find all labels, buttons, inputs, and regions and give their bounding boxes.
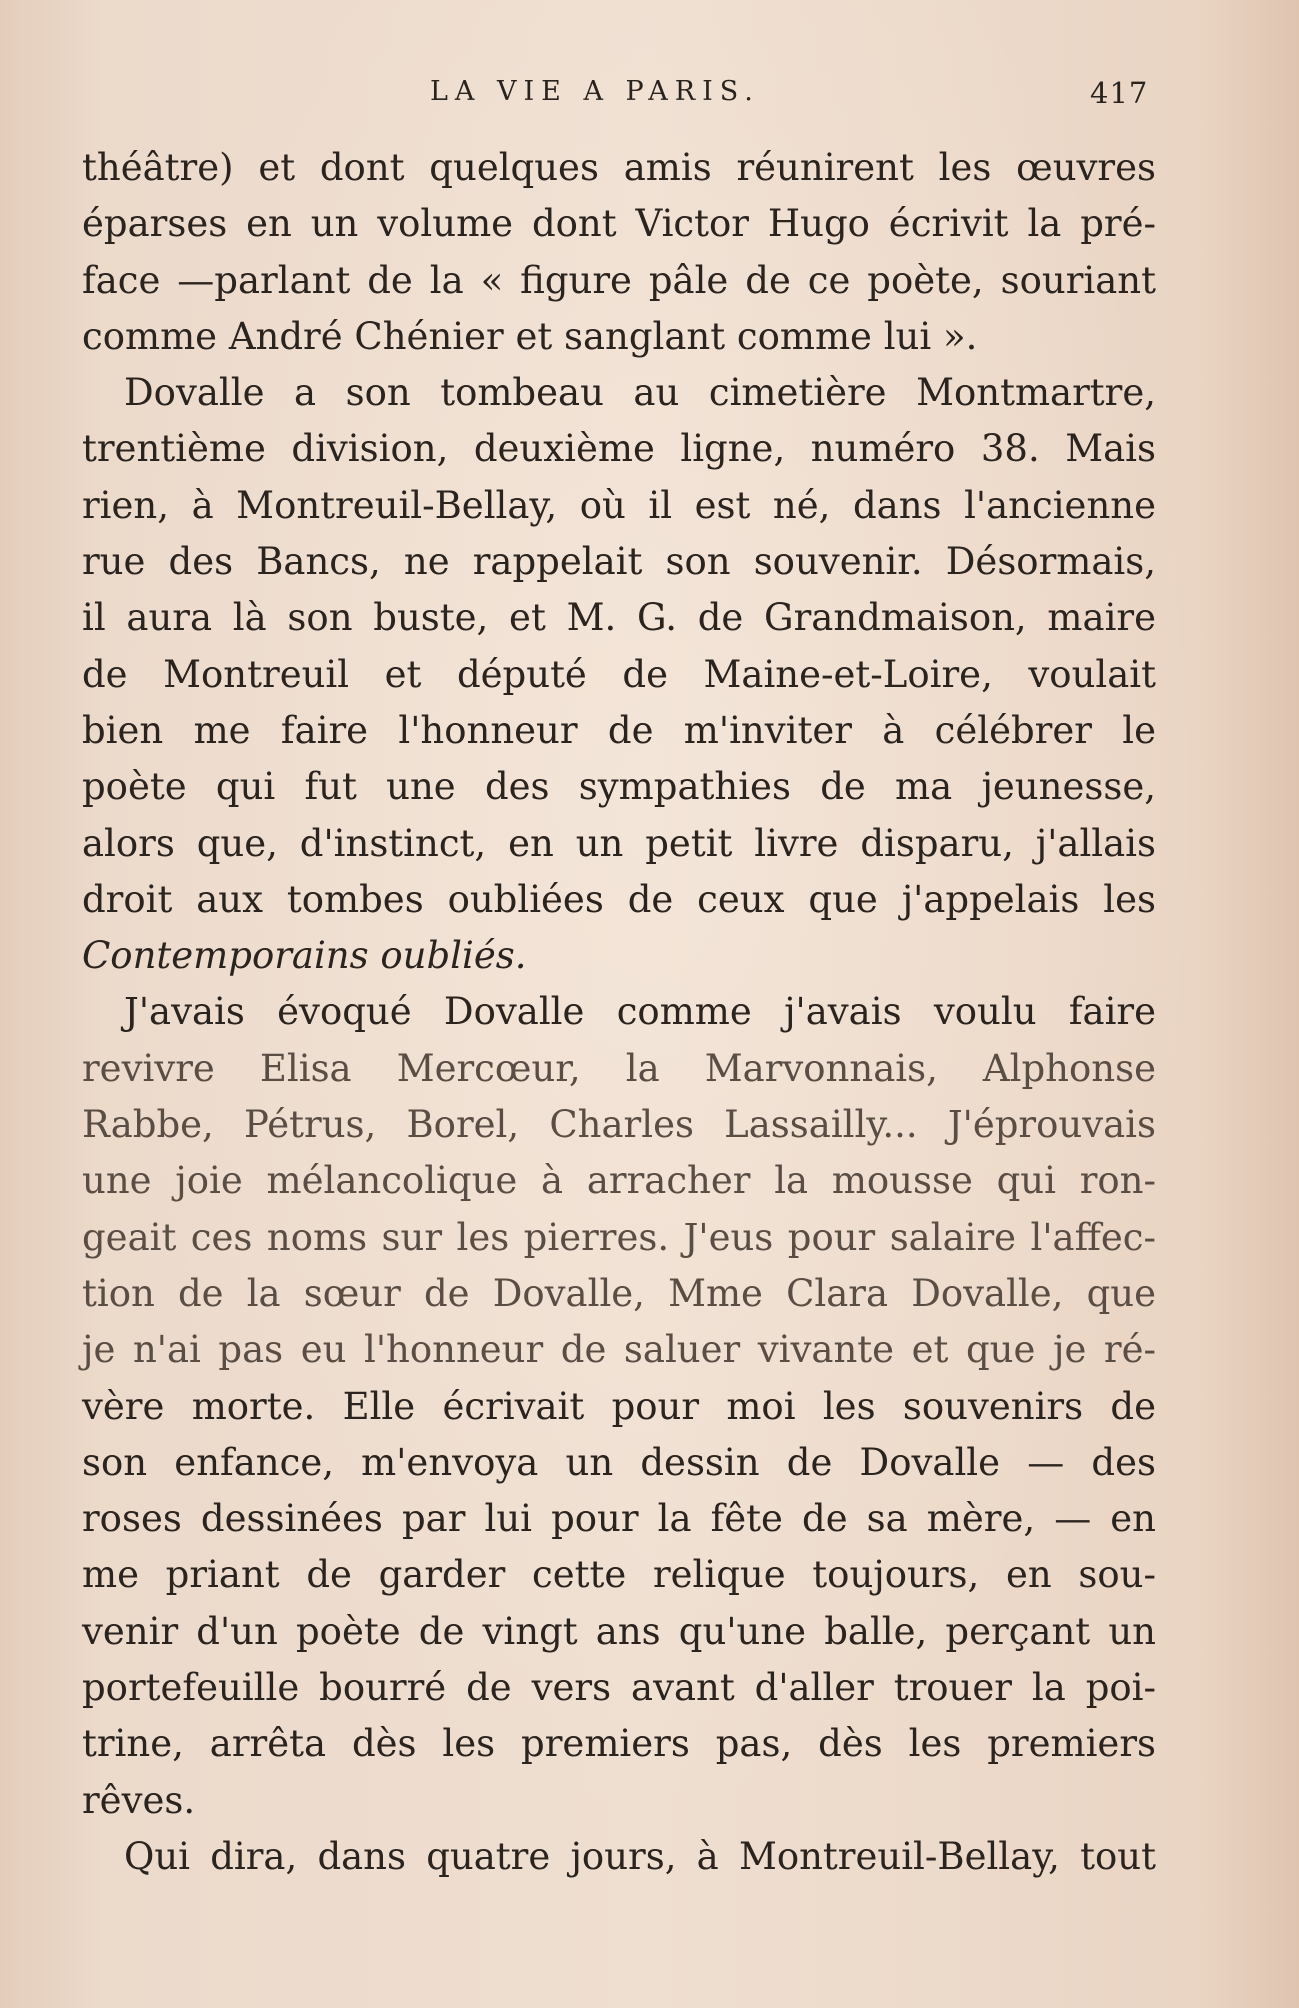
paragraph-3	[82, 984, 1156, 1828]
text-line: trentième division, deuxième ligne, numéro 38. Mais	[82, 427, 1156, 471]
text-line: alors que, d'instinct, en un petit livre disparu, j'allais	[82, 821, 1156, 865]
running-title: LA VIE A PARIS.	[430, 76, 760, 107]
body-text	[82, 140, 1156, 1885]
text-line: Qui dira, dans quatre jours, à Montreuil-Bellay, tout	[124, 1834, 1156, 1878]
text-line: théâtre) et dont quelques amis réunirent les œuvres	[82, 146, 1156, 189]
paragraph-2	[82, 365, 1156, 984]
text-line: tion de la sœur de Dovalle, Mme Clara Dovalle, que	[82, 1271, 1156, 1315]
paragraph-4	[82, 1829, 1156, 1885]
text-line: poète qui fut une des sympathies de ma jeunesse,	[82, 765, 1156, 809]
text-line: bien me faire l'honneur de m'inviter à célébrer le	[82, 708, 1156, 752]
text-line: rue des Bancs, ne rappelait son souvenir. Désormais,	[82, 540, 1156, 584]
text-line: il aura là son buste, et M. G. de Grandmaison, maire	[82, 596, 1156, 640]
running-head	[0, 72, 1299, 112]
text-line: rêves.	[82, 1778, 196, 1822]
text-line: roses dessinées par lui pour la fête de sa mère, — en	[82, 1497, 1156, 1541]
text-line: de Montreuil et député de Maine-et-Loire, voulait	[82, 652, 1156, 696]
text-line: vère morte. Elle écrivait pour moi les souvenirs de	[82, 1384, 1156, 1428]
text-line: droit aux tombes oubliées de ceux que j'appelais les	[82, 877, 1156, 921]
text-line: me priant de garder cette relique toujours, en sou-	[82, 1553, 1156, 1597]
page-number: 417	[1090, 76, 1149, 110]
text-line: comme André Chénier et sanglant comme lui ».	[82, 314, 978, 358]
text-line: portefeuille bourré de vers avant d'aller trouer la poi-	[82, 1666, 1156, 1710]
text-line: trine, arrêta dès les premiers pas, dès les premiers	[82, 1722, 1156, 1766]
text-line: une joie mélancolique à arracher la mousse qui ron-	[82, 1159, 1156, 1203]
text-line: son enfance, m'envoya un dessin de Dovalle — des	[82, 1440, 1156, 1484]
book-title-italic: Contemporains oubliés.	[82, 934, 527, 978]
text-line: venir d'un poète de vingt ans qu'une balle, perçant un	[82, 1609, 1156, 1653]
text-line: face —parlant de la « figure pâle de ce poète, souriant	[82, 258, 1156, 302]
text-line: geait ces noms sur les pierres. J'eus pour salaire l'affec-	[82, 1215, 1156, 1259]
text-line: rien, à Montreuil-Bellay, où il est né, dans l'ancienne	[82, 483, 1156, 527]
text-line: Dovalle a son tombeau au cimetière Montmartre,	[124, 371, 1156, 415]
text-line: revivre Elisa Mercœur, la Marvonnais, Alphonse	[82, 1046, 1156, 1090]
text-line: J'avais évoqué Dovalle comme j'avais voulu faire	[124, 990, 1156, 1034]
paragraph-1	[82, 140, 1156, 365]
text-line: je n'ai pas eu l'honneur de saluer vivante et que je ré-	[82, 1328, 1156, 1372]
text-line: éparses en un volume dont Victor Hugo écrivit la pré-	[82, 202, 1156, 246]
text-line: Rabbe, Pétrus, Borel, Charles Lassailly... J'éprouvais	[82, 1103, 1156, 1147]
